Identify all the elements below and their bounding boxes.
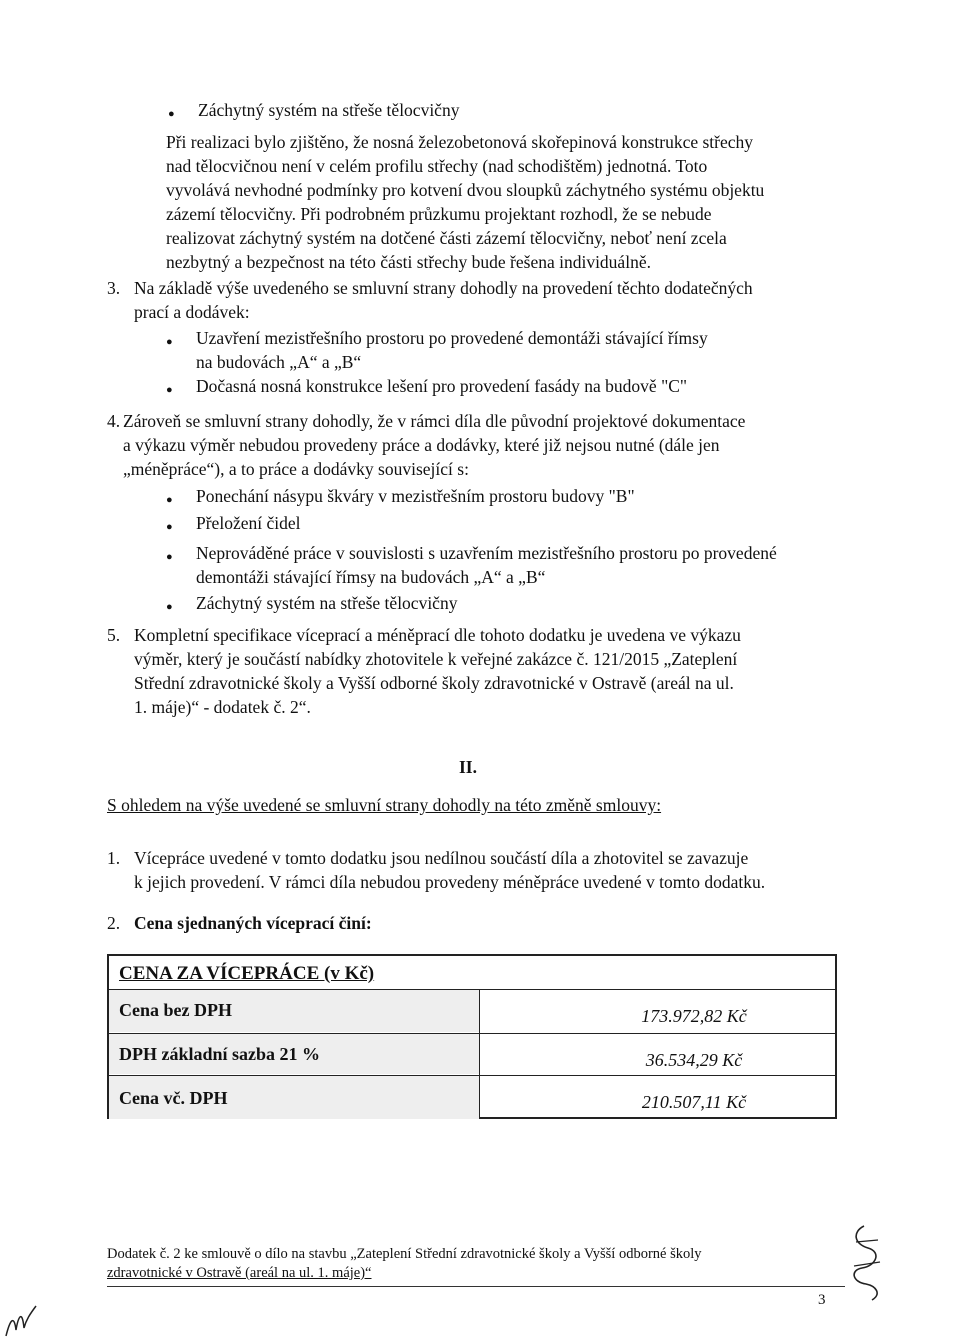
bullet-icon: ● bbox=[166, 494, 173, 506]
row-value: 36.534,29 Kč bbox=[645, 1050, 743, 1070]
text-line: nezbytný a bezpečnost na této části střechy bude řešena individuálně. bbox=[166, 252, 651, 272]
text-line: vyvolává nevhodné podmínky pro kotvení dvou sloupků záchytného systému objektu bbox=[166, 180, 765, 200]
text-line: Na základě výše uvedeného se smluvní strany dohodly na provedení těchto dodatečných bbox=[134, 278, 753, 298]
bullet-icon: ● bbox=[166, 551, 173, 563]
table-divider bbox=[109, 1033, 835, 1034]
row-label: DPH základní sazba 21 % bbox=[119, 1044, 321, 1064]
row-label: Cena bez DPH bbox=[119, 1000, 232, 1020]
bullet-icon: ● bbox=[168, 108, 175, 120]
item4-paragraph bbox=[123, 409, 840, 481]
row-value: 210.507,11 Kč bbox=[641, 1092, 747, 1112]
list-item: Přeložení čidel bbox=[196, 513, 301, 533]
bullet-icon: ● bbox=[166, 384, 173, 396]
item-number: 2. bbox=[107, 913, 121, 933]
list-item: Záchytný systém na střeše tělocvičny bbox=[196, 593, 458, 613]
item3-paragraph bbox=[134, 276, 840, 324]
price-intro: Cena sjednaných víceprací činí: bbox=[134, 913, 372, 933]
footer-line: zdravotnické v Ostravě (areál na ul. 1. máje)“ bbox=[107, 1265, 372, 1281]
text-line: Neprováděné práce v souvislosti s uzavřením mezistřešního prostoru po provedené bbox=[196, 543, 777, 563]
table-divider bbox=[479, 990, 480, 1117]
footer bbox=[107, 1245, 702, 1283]
top-bullet-paragraph bbox=[166, 130, 838, 274]
text-line: realizovat záchytný systém na dotčené části zázemí tělocvičny, neboť není zcela bbox=[166, 228, 727, 248]
list-item: Ponechání násypu škváry v mezistřešním prostoru budovy "B" bbox=[196, 486, 635, 506]
list-item: Dočasná nosná konstrukce lešení pro provedení fasády na budově "C" bbox=[196, 376, 688, 396]
table-header: CENA ZA VÍCEPRÁCE (v Kč) bbox=[119, 963, 375, 984]
text-line: demontáži stávající římsy na budovách „A“ a „B“ bbox=[196, 567, 546, 587]
list-item bbox=[196, 326, 840, 374]
text-line: zázemí tělocvičny. Při podrobném průzkumu projektant rozhodl, že se nebude bbox=[166, 204, 712, 224]
text-line: k jejich provedení. V rámci díla nebudou provedeny méněpráce uvedené v tomto dodatku. bbox=[134, 872, 766, 892]
text-line: Při realizaci bylo zjištěno, že nosná železobetonová skořepinová konstrukce střechy bbox=[166, 132, 754, 152]
text-line: 1. máje)“ - dodatek č. 2“. bbox=[134, 697, 311, 717]
text-line: prací a dodávek: bbox=[134, 302, 250, 322]
item-number: 1. bbox=[107, 848, 121, 868]
table-divider bbox=[109, 1075, 835, 1076]
text-line: výměr, který je součástí nabídky zhotovitele k veřejné zakázce č. 121/2015 „Zateplení bbox=[134, 649, 738, 669]
bullet-icon: ● bbox=[166, 601, 173, 613]
section-heading: II. bbox=[459, 757, 477, 777]
item-number: 3. bbox=[107, 278, 121, 298]
text-line: Uzavření mezistřešního prostoru po provedené demontáži stávající římsy bbox=[196, 328, 708, 348]
item-number: 4. bbox=[107, 411, 121, 431]
row-label: Cena vč. DPH bbox=[119, 1088, 228, 1108]
footer-line: Dodatek č. 2 ke smlouvě o dílo na stavbu „Zateplení Střední zdravotnické školy a Vyšší odborné školy bbox=[107, 1246, 702, 1262]
table-divider bbox=[109, 989, 835, 990]
paraph-signature-icon bbox=[2, 1300, 42, 1340]
text-line: a výkazu výměr nebudou provedeny práce a dodávky, které již nejsou nutné (dále jen bbox=[123, 435, 720, 455]
text-line: Vícepráce uvedené v tomto dodatku jsou nedílnou součástí díla a zhotovitel se zavazuje bbox=[134, 848, 749, 868]
bullet-icon: ● bbox=[166, 521, 173, 533]
text-line: nad tělocvičnou není v celém profilu střechy (nad schodištěm) jednotná. Toto bbox=[166, 156, 708, 176]
row-value: 173.972,82 Kč bbox=[641, 1006, 747, 1026]
section-intro: S ohledem na výše uvedené se smluvní strany dohodly na této změně smlouvy: bbox=[107, 795, 662, 815]
text-line: Kompletní specifikace víceprací a méněprací dle tohoto dodatku je uvedena ve výkazu bbox=[134, 625, 741, 645]
item5-paragraph bbox=[134, 623, 840, 719]
price-table bbox=[107, 954, 837, 1119]
text-line: Střední zdravotnické školy a Vyšší odborné školy zdravotnické v Ostravě (areál na ul. bbox=[134, 673, 734, 693]
list-item bbox=[196, 541, 840, 589]
item-number: 5. bbox=[107, 625, 121, 645]
initials-signature-icon bbox=[842, 1222, 892, 1302]
text-line: „méněpráce“), a to práce a dodávky související s: bbox=[123, 459, 469, 479]
bullet-heading: Záchytný systém na střeše tělocvičny bbox=[198, 100, 460, 120]
footer-rule bbox=[107, 1286, 845, 1287]
section2-paragraph bbox=[134, 846, 840, 894]
text-line: na budovách „A“ a „B“ bbox=[196, 352, 362, 372]
text-line: Zároveň se smluvní strany dohodly, že v rámci díla dle původní projektové dokumentace bbox=[123, 411, 746, 431]
page-number: 3 bbox=[818, 1292, 826, 1308]
bullet-icon: ● bbox=[166, 336, 173, 348]
